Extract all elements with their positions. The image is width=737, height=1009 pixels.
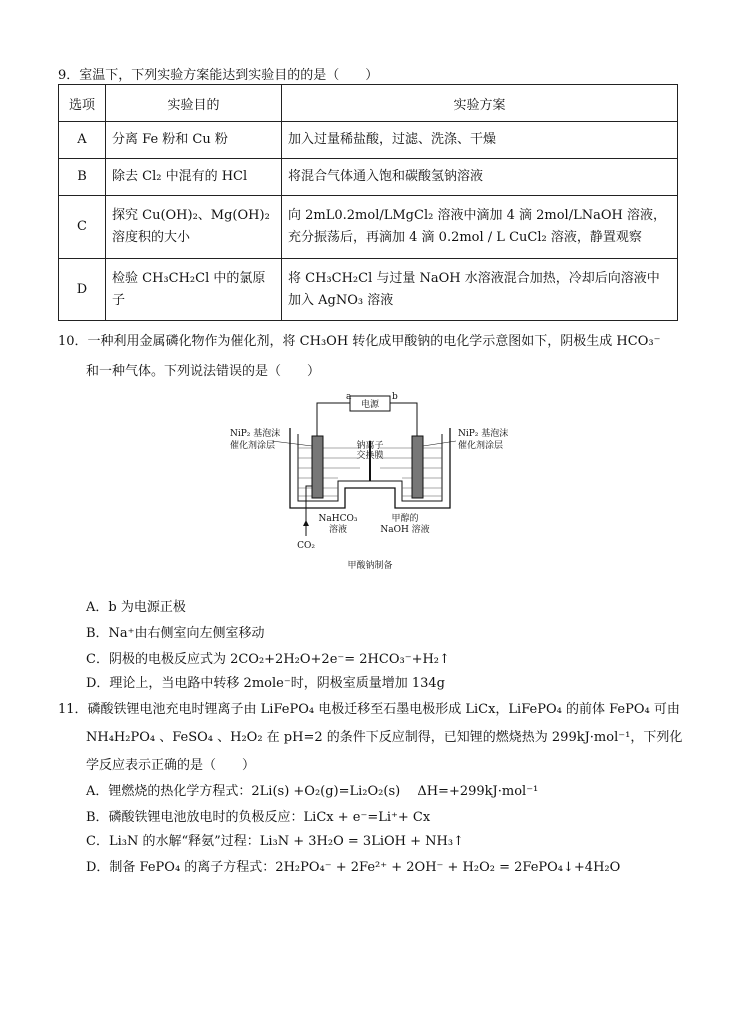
co2-label: CO₂ [297, 541, 315, 551]
figure-caption: 甲酸钠制备 [347, 561, 393, 571]
header-option: 选项 [59, 85, 106, 122]
electrolysis-diagram [220, 386, 520, 578]
row-purpose: 检验 CH₃CH₂Cl 中的氯原子 [106, 259, 282, 321]
q11-option-b: B．磷酸铁锂电池放电时的负极反应：LiCx + e⁻=Li⁺+ Cx [86, 810, 431, 825]
q9-stem: 9．室温下，下列实验方案能达到实验目的的是（ ） [58, 68, 379, 83]
q10-option-a: A．b 为电源正极 [86, 600, 186, 615]
left-electrode [312, 436, 323, 498]
power-source-label: 电源 [360, 400, 380, 410]
membrane-label-1: 钠离子 [356, 441, 384, 451]
q9-table [58, 84, 678, 321]
row-method: 加入过量稀盐酸，过滤、洗涤、干燥 [282, 122, 678, 159]
table-row [59, 259, 678, 321]
membrane-label-2: 交换膜 [356, 451, 384, 461]
right-electrode [412, 436, 423, 498]
wire-left [317, 403, 350, 436]
q10-option-d: D．理论上，当电路中转移 2mole⁻时，阴极室质量增加 134g [86, 676, 445, 691]
q11-stem-line2: NH₄H₂PO₄ 、FeSO₄ 、H₂O₂ 在 pH=2 的条件下反应制得，已知锂的燃烧热为 299kJ·mol⁻¹，下列化 [86, 730, 683, 745]
q10-option-b: B．Na⁺由右侧室向左侧室移动 [86, 626, 265, 641]
right-solution-label-2: NaOH 溶液 [380, 525, 430, 535]
row-method: 将 CH₃CH₂Cl 与过量 NaOH 水溶液混合加热，冷却后向溶液中加入 AgNO₃ 溶液 [282, 259, 678, 321]
row-option: B [59, 159, 106, 196]
row-method: 将混合气体通入饱和碳酸氢钠溶液 [282, 159, 678, 196]
row-method: 向 2mL0.2mol/LMgCl₂ 溶液中滴加 4 滴 2mol/LNaOH 溶液，充分振荡后，再滴加 4 滴 0.2mol / L CuCl₂ 溶液，静置观察 [282, 196, 678, 259]
right-electrode-label-1: NiP₂ 基泡沫 [458, 429, 509, 439]
q11-option-d: D．制备 FePO₄ 的离子方程式：2H₂PO₄⁻ + 2Fe²⁺ + 2OH⁻ + H₂O₂ = 2FePO₄↓+4H₂O [86, 860, 621, 875]
left-electrode-label-1: NiP₂ 基泡沫 [230, 429, 281, 439]
q11-option-c: C．Li₃N 的水解“释氨”过程：Li₃N + 3H₂O = 3LiOH + NH₃↑ [86, 834, 464, 849]
q10-option-c: C．阴极的电极反应式为 2CO₂+2H₂O+2e⁻= 2HCO₃⁻+H₂↑ [86, 652, 450, 667]
table-row [59, 196, 678, 259]
row-purpose: 除去 Cl₂ 中混有的 HCl [106, 159, 282, 196]
left-electrode-label-2: 催化剂涂层 [230, 441, 276, 451]
left-solution-label-1: NaHCO₃ [318, 514, 358, 524]
row-option: A [59, 122, 106, 159]
co2-inlet-pipe [306, 486, 312, 521]
header-method: 实验方案 [282, 85, 678, 122]
co2-arrowhead [303, 520, 309, 526]
q10-stem-line1: 10．一种利用金属磷化物作为催化剂，将 CH₃OH 转化成甲酸钠的电化学示意图如下，阴极生成 HCO₃⁻ [58, 334, 661, 349]
row-option: C [59, 196, 106, 259]
row-purpose: 探究 Cu(OH)₂、Mg(OH)₂ 溶度积的大小 [106, 196, 282, 259]
header-purpose: 实验目的 [106, 85, 282, 122]
row-purpose: 分离 Fe 粉和 Cu 粉 [106, 122, 282, 159]
q11-option-a: A．锂燃烧的热化学方程式：2Li(s) +O₂(g)=Li₂O₂(s) ΔH=+299kJ·mol⁻¹ [86, 784, 539, 799]
row-option: D [59, 259, 106, 321]
left-solution-label-2: 溶液 [328, 525, 348, 535]
right-solution-label-1: 甲醇的 [391, 514, 419, 524]
q11-stem-line1: 11．磷酸铁锂电池充电时锂离子由 LiFePO₄ 电极迁移至石墨电极形成 LiCx，LiFePO₄ 的前体 FePO₄ 可由 [58, 702, 680, 717]
q10-stem-line2: 和一种气体。下列说法错误的是（ ） [86, 364, 321, 379]
table-header-row [59, 85, 678, 122]
wire-right [390, 403, 417, 436]
terminal-a-label: a [346, 392, 352, 402]
table-row [59, 159, 678, 196]
right-electrode-label-2: 催化剂涂层 [458, 441, 504, 451]
table-row [59, 122, 678, 159]
q11-stem-line3: 学反应表示正确的是（ ） [86, 758, 256, 773]
terminal-b-label: b [392, 392, 398, 402]
